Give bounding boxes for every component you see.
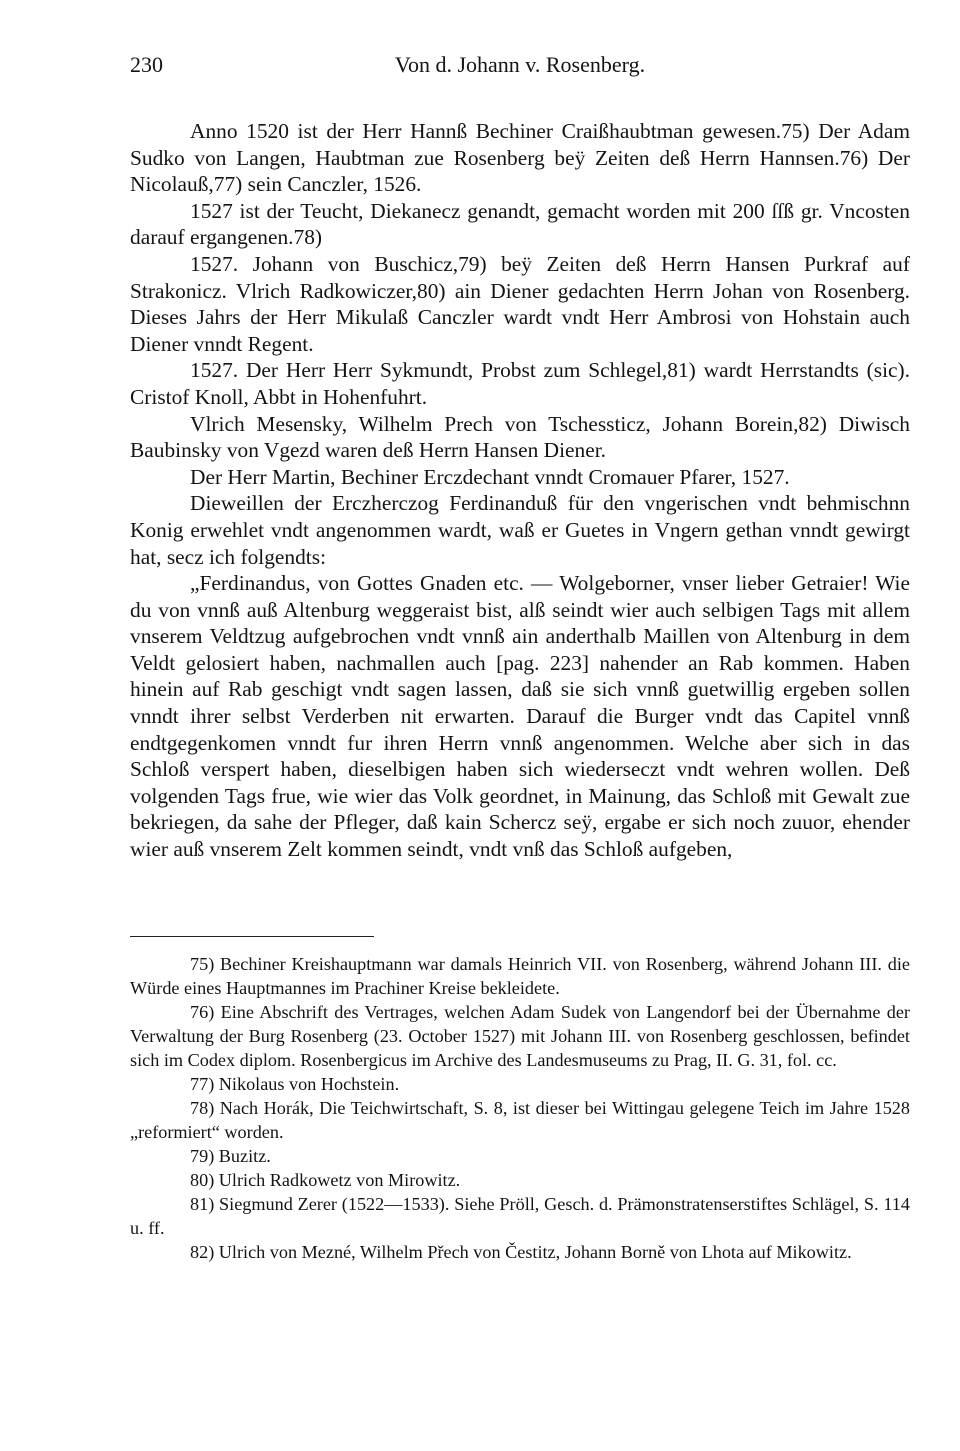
footnote: 80) Ulrich Radkowetz von Mirowitz.	[190, 1170, 461, 1190]
paragraph: Vlrich Mesensky, Wilhelm Prech von Tschessticz, Johann Borein,82) Diwisch Baubinsky von Vgezd waren deß Herrn Hansen Diener.	[130, 411, 910, 463]
footnote: 75) Bechiner Kreishauptmann war damals Heinrich VII. von Rosenberg, während Johann III. die Würde eines Hauptmannes im Prachiner Kreise bekleidete.	[130, 954, 910, 998]
footnote: 81) Siegmund Zerer (1522—1533). Siehe Pröll, Gesch. d. Prämonstratenserstiftes Schlägel, S. 114 u. ff.	[130, 1194, 910, 1238]
footnotes	[130, 952, 910, 1264]
paragraph: Der Herr Martin, Bechiner Erczdechant vnndt Cromauer Pfarer, 1527.	[190, 464, 790, 489]
footnote: 79) Buzitz.	[190, 1146, 271, 1166]
page-number: 230	[130, 52, 163, 77]
main-text	[130, 118, 910, 863]
footnote: 76) Eine Abschrift des Vertrages, welchen Adam Sudek von Langendorf bei der Übernahme der Verwaltung der Burg Rosenberg (23. October 1527) mit Johann III. von Rosenberg geschlossen, befindet sich im Codex diplom. Rosenbergicus im Archive des Landesmuseums zu Prag, II. G. 31, fol. cc.	[130, 1002, 910, 1070]
paragraph: „Ferdinandus, von Gottes Gnaden etc. — Wolgeborner, vnser lieber Getraier! Wie du von vnnß auß Altenburg weggeraist bist, alß seindt wier auch selbigen Tags mit allem vnserem Veldtzug aufgebrochen vndt vnnß ain anderthalb Maillen von Altenburg in dem Veldt gelosiert haben, nachmallen auch [pag. 223] nahender an Rab kommen. Haben hinein auf Rab geschigt vndt sagen lassen, daß sie sich vnnß guetwillig ergeben sollen vnndt ihrer selbst Verderben nit erwarten. Darauf die Burger vndt das Capitel vnnß endtgegenkomen vnndt fur ihren Herrn vnnß angenommen. Welche aber sich in das Schloß verspert haben, dieselbigen haben sich wiederseczt vndt wehren wollen. Deß volgenden Tags frue, wie wier das Volk geordnet, in Mainung, das Schloß mit Gewalt zue bekriegen, da sahe der Pfleger, daß kain Schercz seÿ, ergabe er sich noch zuuor, ehender wier auß vnserem Zelt kommen seindt, vndt vnß das Schloß aufgeben,	[130, 571, 910, 862]
footnote: 78) Nach Horák, Die Teichwirtschaft, S. 8, ist dieser bei Wittingau gelegene Teich im Jahre 1528 „reformiert“ worden.	[130, 1098, 910, 1142]
paragraph: Dieweillen der Erczherczog Ferdinanduß für den vngerischen vndt behmischnn Konig erwehlet vndt angenommen wardt, waß er Guetes in Vngern gethan vnndt gewirgt hat, secz ich folgendts:	[130, 491, 910, 569]
footnote-divider	[130, 936, 374, 937]
footnote: 77) Nikolaus von Hochstein.	[190, 1074, 400, 1094]
running-title: Von d. Johann v. Rosenberg.	[394, 52, 646, 77]
paragraph: 1527. Johann von Buschicz,79) beÿ Zeiten deß Herrn Hansen Purkraf auf Strakonicz. Vlrich Radkowiczer,80) ain Diener gedachten Herrn Johan von Rosenberg. Dieses Jahrs der Herr Mikulaß Canczler wardt vndt Herr Ambrosi von Hohstain auch Diener vnndt Regent.	[130, 251, 910, 356]
footnote: 82) Ulrich von Mezné, Wilhelm Přech von Čestitz, Johann Borně von Lhota auf Mikowitz.	[190, 1242, 852, 1262]
paragraph: 1527. Der Herr Herr Sykmundt, Probst zum Schlegel,81) wardt Herrstandts (sic). Cristof Knoll, Abbt in Hohenfuhrt.	[130, 358, 910, 409]
page-header	[130, 52, 910, 88]
paragraph: 1527 ist der Teucht, Diekanecz genandt, gemacht worden mit 200 ſſß gr. Vncosten darauf ergangenen.78)	[130, 198, 910, 250]
paragraph: Anno 1520 ist der Herr Hannß Bechiner Craißhaubtman gewesen.75) Der Adam Sudko von Langen, Haubtman zue Rosenberg beÿ Zeiten deß Herrn Hannsen.76) Der Nicolauß,77) sein Canczler, 1526.	[130, 119, 910, 197]
